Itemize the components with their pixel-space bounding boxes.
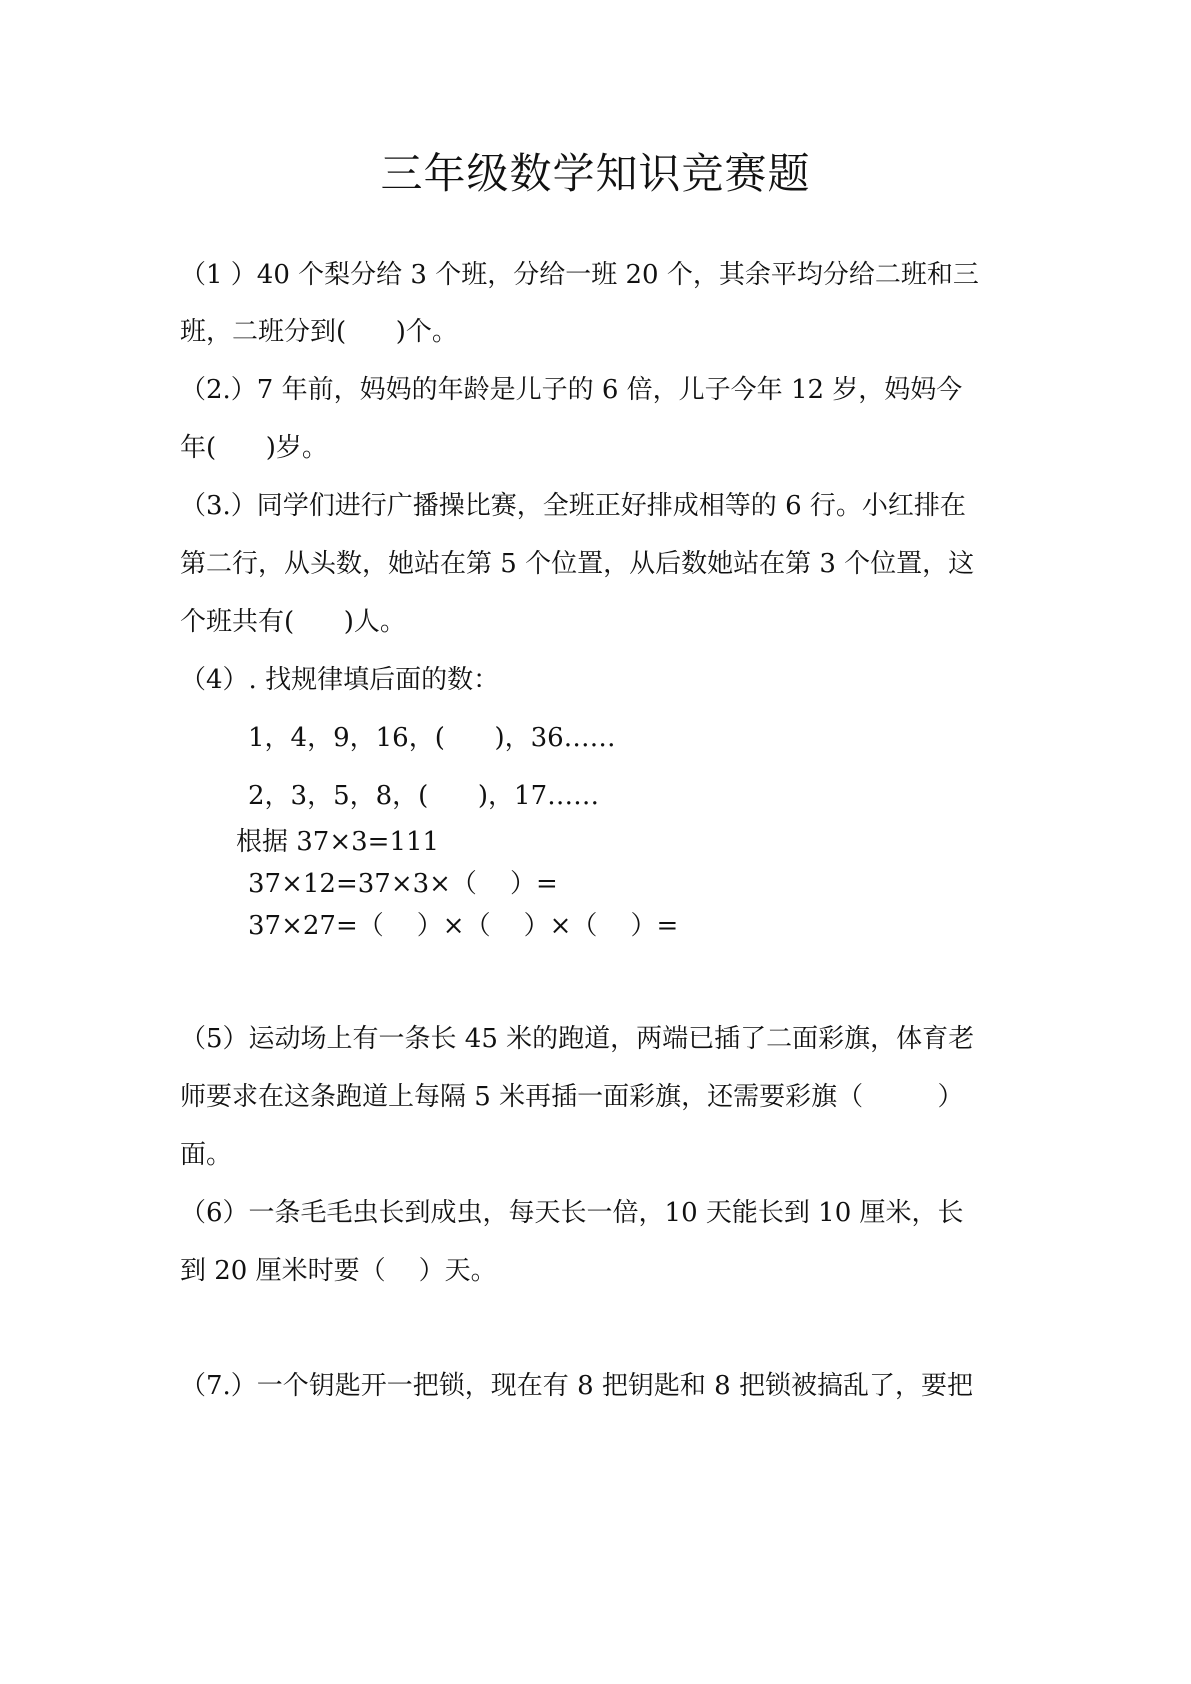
question-4-equation-2: 37×27=（ ）×（ ）×（ ）= [248,911,679,941]
question-4-sequence-2: 2，3，5，8，( )，17…… [248,781,600,811]
question-3-line-3: 个班共有( )人。 [180,607,406,637]
question-2-line-2: 年( )岁。 [180,433,328,463]
question-1-line-2: 班，二班分到( )个。 [180,317,458,347]
question-5-line-1: （5）运动场上有一条长 45 米的跑道，两端已插了二面彩旗，体育老 [180,1024,975,1054]
question-4-heading: （4）. 找规律填后面的数： [180,665,500,695]
page-title: 三年级数学知识竞赛题 [380,149,811,198]
question-5-line-2: 师要求在这条跑道上每隔 5 米再插一面彩旗，还需要彩旗（ ） [180,1082,964,1112]
question-1-line-1: （1 ）40 个梨分给 3 个班，分给一班 20 个，其余平均分给二班和三 [180,260,979,290]
question-5-line-3: 面。 [180,1140,233,1170]
question-2-line-1: （2.）7 年前，妈妈的年龄是儿子的 6 倍，儿子今年 12 岁，妈妈今 [180,375,963,405]
question-7-line-1: （7.）一个钥匙开一把锁，现在有 8 把钥匙和 8 把锁被搞乱了，要把 [180,1371,973,1401]
question-6-line-1: （6）一条毛毛虫长到成虫，每天长一倍，10 天能长到 10 厘米，长 [180,1198,964,1228]
question-4-basis: 根据 37×3=111 [236,827,440,857]
question-3-line-2: 第二行，从头数，她站在第 5 个位置，从后数她站在第 3 个位置，这 [180,549,975,579]
question-3-line-1: （3.）同学们进行广播操比赛，全班正好排成相等的 6 行。小红排在 [180,491,966,521]
question-4-equation-1: 37×12=37×3×（ ）= [248,869,558,899]
question-4-sequence-1: 1，4，9，16，( )，36…… [248,723,616,753]
question-6-line-2: 到 20 厘米时要（ ）天。 [180,1256,497,1286]
